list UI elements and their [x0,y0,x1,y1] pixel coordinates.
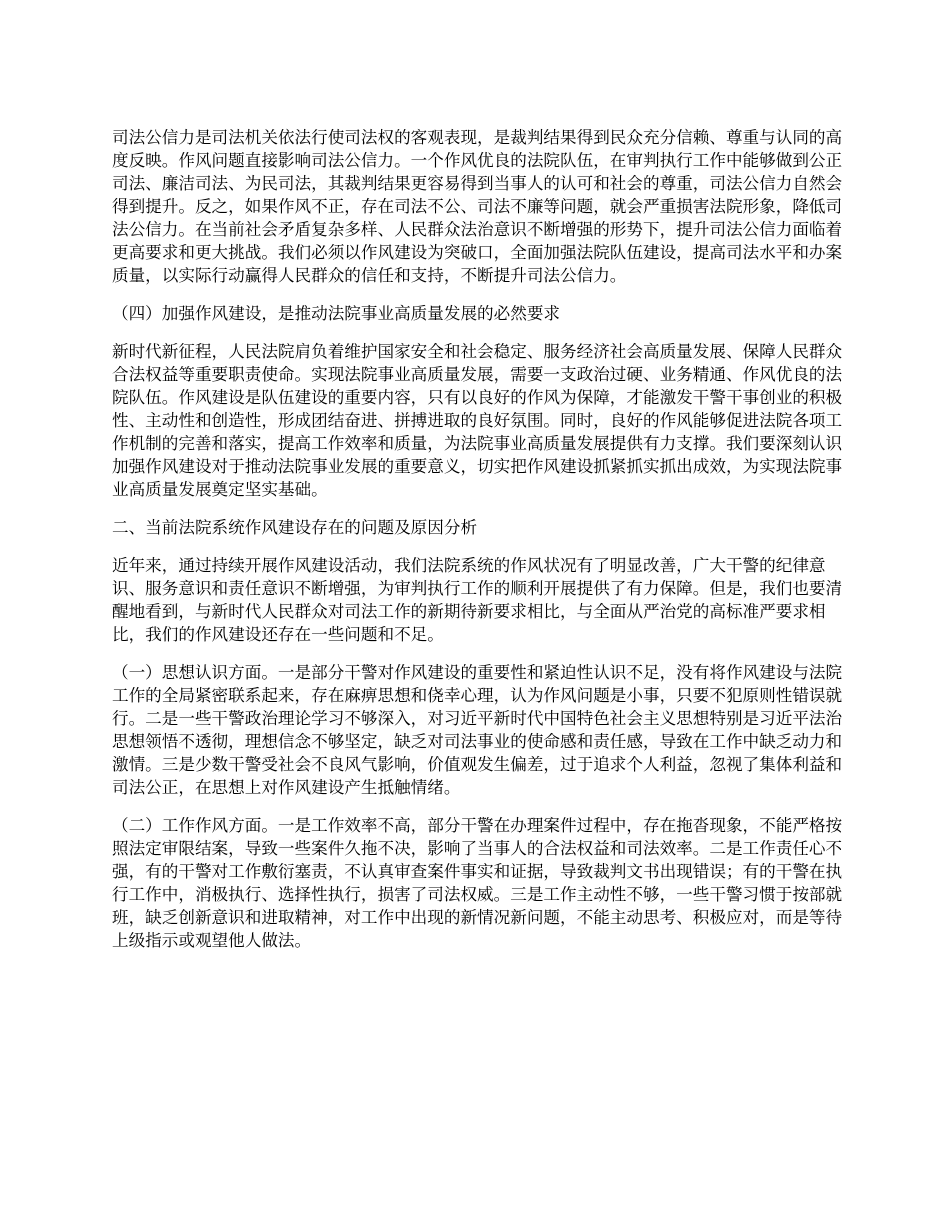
paragraph-recent-years: 近年来，通过持续开展作风建设活动，我们法院系统的作风状况有了明显改善，广大干警的纪律意识、服务意识和责任意识不断增强，为审判执行工作的顺利开展提供了有力保障。但是，我们也要清醒地看到，与新时代人民群众对司法工作的新期待新要求相比，与全面从严治党的高标准严要求相比，我们的作风建设还存在一些问题和不足。 [112,556,843,644]
paragraph-judicial-credibility: 司法公信力是司法机关依法行使司法权的客观表现，是裁判结果得到民众充分信赖、尊重与认同的高度反映。作风问题直接影响司法公信力。一个作风优良的法院队伍，在审判执行工作中能够做到公正司法、廉洁司法、为民司法，其裁判结果更容易得到当事人的认可和社会的尊重，司法公信力自然会得到提升。反之，如果作风不正，存在司法不公、司法不廉等问题，就会严重损害法院形象，降低司法公信力。在当前社会矛盾复杂多样、人民群众法治意识不断增强的形势下，提升司法公信力面临着更高要求和更大挑战。我们必须以作风建设为突破口，全面加强法院队伍建设，提高司法水平和办案质量，以实际行动赢得人民群众的信任和支持，不断提升司法公信力。 [112,128,843,285]
chapter-heading-2: 二、当前法院系统作风建设存在的问题及原因分析 [112,518,478,537]
document-body [112,126,848,967]
paragraph-ideological-awareness: （一）思想认识方面。一是部分干警对作风建设的重要性和紧迫性认识不足，没有将作风建设与法院工作的全局紧密联系起来，存在麻痹思想和侥幸心理，认为作风问题是小事，只要不犯原则性错误就行。二是一些干警政治理论学习不够深入，对习近平新时代中国特色社会主义思想特别是习近平法治思想领悟不透彻，理想信念不够坚定，缺乏对司法事业的使命感和责任感，导致在工作中缺乏动力和激情。三是少数干警受社会不良风气影响，价值观发生偏差，过于追求个人利益，忽视了集体利益和司法公正，在思想上对作风建设产生抵触情绪。 [112,663,843,797]
section-heading-4: （四）加强作风建设，是推动法院事业高质量发展的必然要求 [112,304,561,323]
paragraph-high-quality-development: 新时代新征程，人民法院肩负着维护国家安全和社会稳定、服务经济社会高质量发展、保障人民群众合法权益等重要职责使命。实现法院事业高质量发展，需要一支政治过硬、业务精通、作风优良的法院队伍。作风建设是队伍建设的重要内容，只有以良好的作风为保障，才能激发干警干事创业的积极性、主动性和创造性，形成团结奋进、拼搏进取的良好氛围。同时，良好的作风能够促进法院各项工作机制的完善和落实，提高工作效率和质量，为法院事业高质量发展提供有力支撑。我们要深刻认识加强作风建设对于推动法院事业发展的重要意义，切实把作风建设抓紧抓实抓出成效，为实现法院事业高质量发展奠定坚实基础。 [112,342,843,499]
paragraph-work-style: （二）工作作风方面。一是工作效率不高，部分干警在办理案件过程中，存在拖沓现象，不能严格按照法定审限结案，导致一些案件久拖不决，影响了当事人的合法权益和司法效率。二是工作责任心不强，有的干警对工作敷衍塞责，不认真审查案件事实和证据，导致裁判文书出现错误；有的干警在执行工作中，消极执行、选择性执行，损害了司法权威。三是工作主动性不够，一些干警习惯于按部就班，缺乏创新意识和进取精神，对工作中出现的新情况新问题，不能主动思考、积极应对，而是等待上级指示或观望他人做法。 [112,816,843,950]
